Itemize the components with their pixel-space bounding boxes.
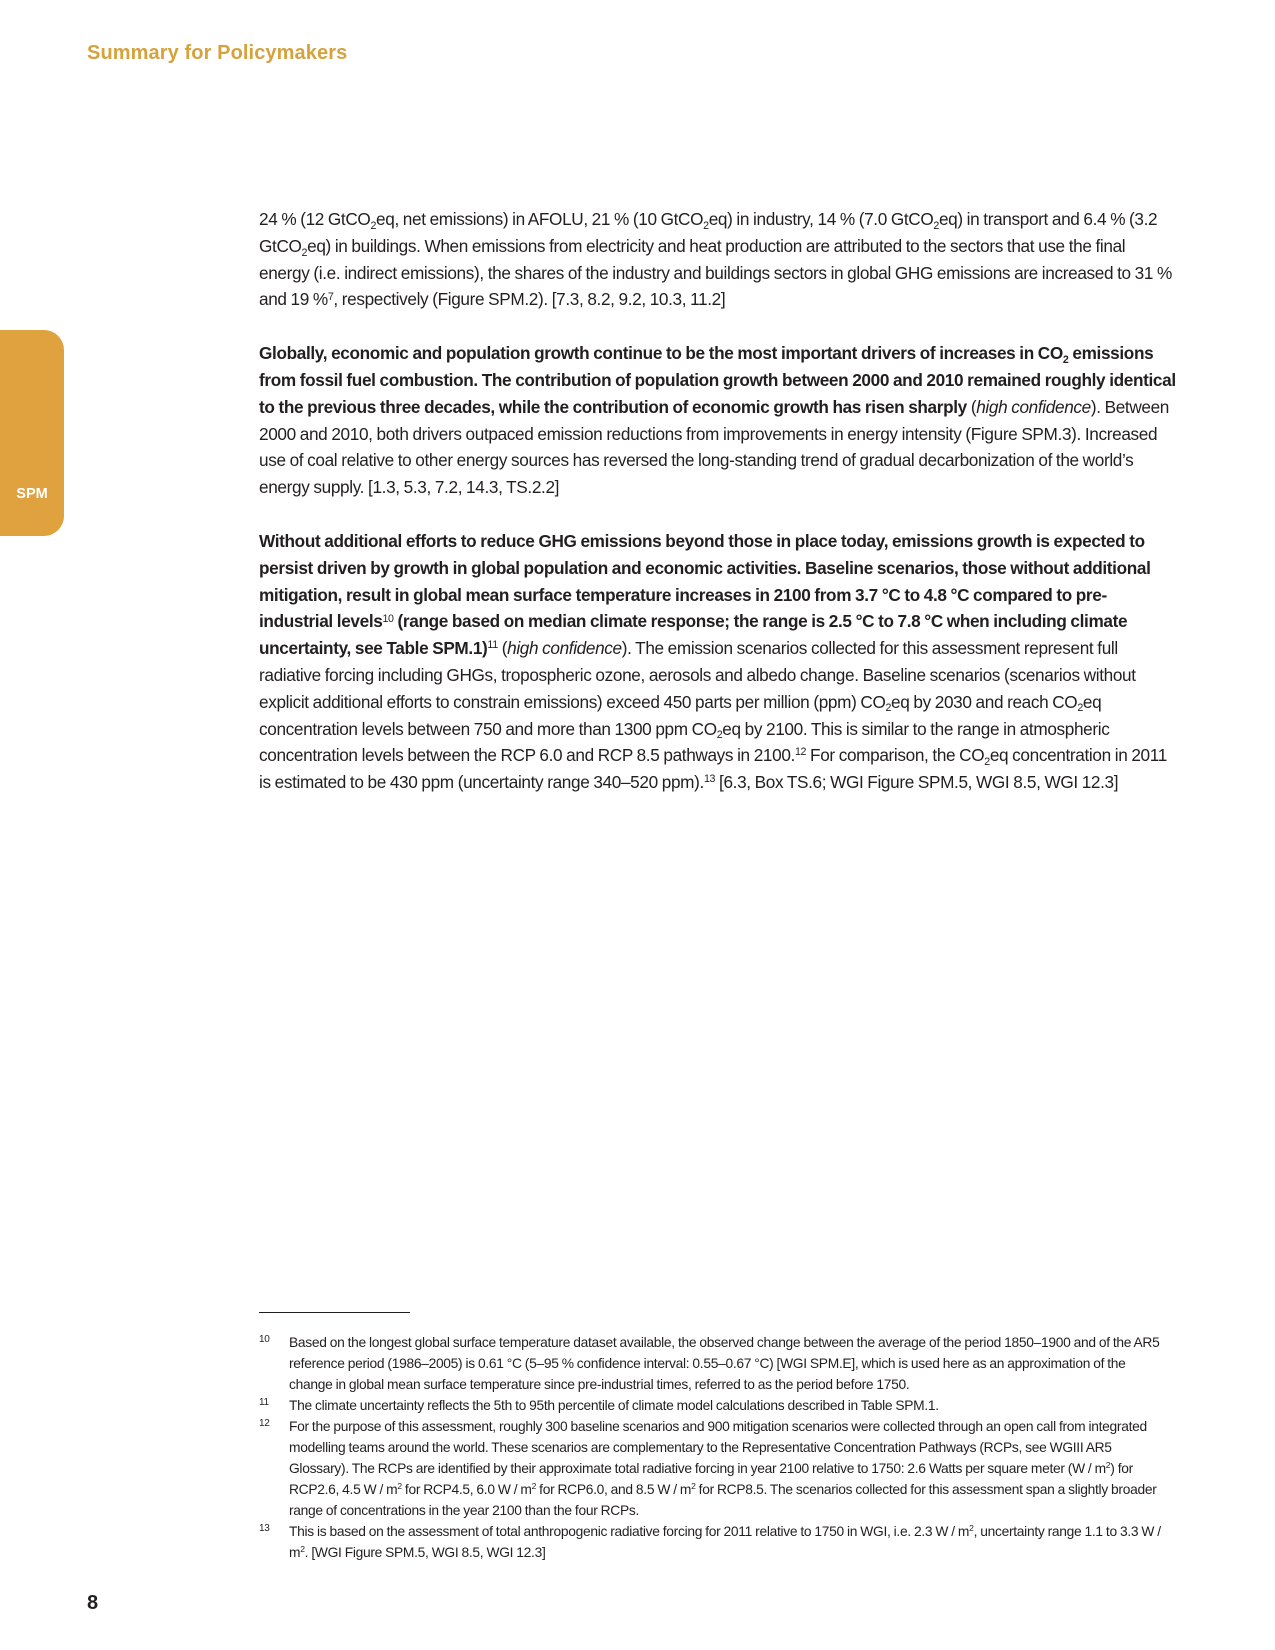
paragraph-sector-shares: 24 % (12 GtCO$_2$eq, net emissions) in AFOLU, 21 % (10 GtCO$_2$eq) in industry, 14 % (7.0 GtCO$_2$eq) in transport and 6.4 % (3.2 GtCO$_2$eq) in buildings. When emissions from electricity and heat production are attributed to the sectors that use the final energy (i.e. indirect emissions), the shares of the industry and buildings sectors in global GHG emissions are increased to 31 % and 19 %$^7$, respectively (Figure SPM.2). [7.3, 8.2, 9.2, 10.3, 11.2] <box>259 209 1172 310</box>
footnote-10: 10 Based on the longest global surface temperature dataset available, the observed change between the average of the period 1850–1900 and of the AR5 reference period (1986–2005) is 0.61 °C (5–95 % confidence interval: 0.55–0.67 °C) [WGI SPM.E], which is used here as an approximation of the change in global mean surface temperature since pre-industrial times, referred to as the period before 1750. <box>259 1334 1160 1392</box>
page-number: 8 <box>87 1592 99 1614</box>
footnote-ref-10: 10 <box>382 612 394 625</box>
main-body-text <box>259 206 1179 823</box>
running-header: Summary for Policymakers <box>87 42 348 64</box>
paragraph-drivers: Globally, economic and population growth continue to be the most important drivers of increases in $CO_2$ emissions from fossil fuel combustion. The contribution of population growth between 2000 and 2010 remained roughly identical to the previous three decades, while the contribution of economic growth has risen sharply (high confidence). Between 2000 and 2010, both drivers outpaced emission reductions from improvements in energy intensity (Figure SPM.3). Increased use of coal relative to other energy sources has reversed the long-standing trend of gradual decarbonization of the world’s energy supply. [1.3, 5.3, 7.2, 14.3, TS.2.2] <box>259 343 1176 498</box>
spm-side-tab <box>0 330 64 536</box>
footnotes <box>259 1332 1171 1563</box>
footnote-ref-13: 13 <box>703 773 716 786</box>
footnote-12: 12 For the purpose of this assessment, roughly 300 baseline scenarios and 900 mitigation scenarios were collected through an open call from integrated modelling teams around the world. These scenarios are complementary to the Representative Concentration Pathways (RCPs, see WGIII AR5 Glossary). The RCPs are identified by their approximate total radiative forcing in year 2100 relative to 1750: 2.6 Watts per square meter $(W / m^2)$ for RCP2.6, 4.5 W / $m^2$ for RCP4.5, 6.0 W / $m^2$ for RCP6.0, and 8.5 W / $m^2$ for RCP8.5. The scenarios collected for this assessment span a slightly broader range of concentrations in the year 2100 than the four RCPs. <box>259 1418 1157 1518</box>
footnote-divider <box>259 1312 410 1313</box>
footnote-13: 13 This is based on the assessment of total anthropogenic radiative forcing for 2011 relative to 1750 in WGI, i.e. 2.3 W / $m^2$, uncertainty range 1.1 to 3.3 W / $m^2$. [WGI Figure SPM.5, WGI 8.5, WGI 12.3] <box>259 1523 1161 1560</box>
footnote-ref-11: 11 <box>487 639 498 652</box>
footnote-ref-12: 12 <box>794 746 807 759</box>
side-tab-label: SPM <box>16 486 48 502</box>
footnote-11: 11 The climate uncertainty reflects the 5th to 95th percentile of climate model calculations described in Table SPM.1. <box>259 1397 939 1413</box>
paragraph-baseline-scenarios: Without additional efforts to reduce GHG emissions beyond those in place today, emissions growth is expected to persist driven by growth in global population and economic activities. Baseline scenarios, those without additional mitigation, result in global mean surface temperature increases in 2100 from 3.7 °C to 4.8 °C compared to pre-industrial levels$^{10}$ (range based on median climate response; the range is 2.5 °C to 7.8 °C when including climate uncertainty, see Table SPM.1)$^{11}$ (high confidence). The emission scenarios collected for this assessment represent full radiative forcing including GHGs, tropospheric ozone, aerosols and albedo change. Baseline scenarios (scenarios without explicit additional efforts to constrain emissions) exceed 450 parts per million (ppm) $CO_2eq$ by 2030 and reach $CO_2eq$ concentration levels between 750 and more than 1300 ppm $CO_2eq$ by 2100. This is similar to the range in atmospheric concentration levels between the RCP 6.0 and RCP 8.5 pathways in 2100.12 For comparison, the $CO_2eq$ concentration in 2011 is estimated to be 430 ppm (uncertainty range 340–520 ppm).$^{13}$ [6.3, Box TS.6; WGI Figure SPM.5, WGI 8.5, WGI 12.3] <box>259 530 1167 793</box>
footnote-ref-7: 7 <box>327 290 334 303</box>
